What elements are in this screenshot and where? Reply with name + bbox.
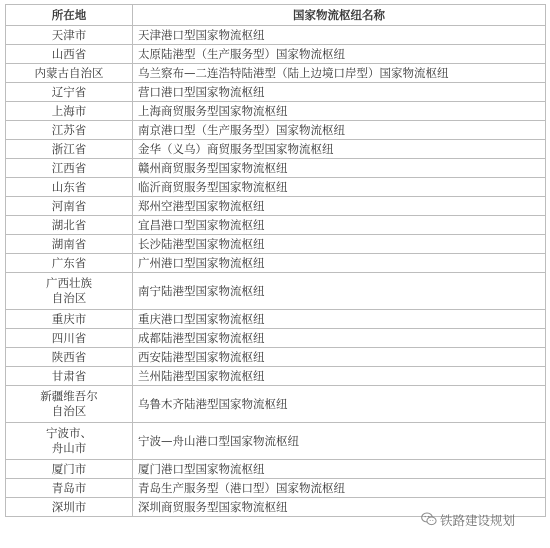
logistics-hub-table: [5, 4, 546, 517]
location-cell: 四川省: [6, 329, 133, 348]
table-row: [6, 197, 546, 216]
table-row: [6, 235, 546, 254]
hub-name-cell: 南京港口型（生产服务型）国家物流枢纽: [133, 121, 546, 140]
location-cell: 重庆市: [6, 310, 133, 329]
hub-name-cell: 长沙陆港型国家物流枢纽: [133, 235, 546, 254]
hub-name-cell: 宁波—舟山港口型国家物流枢纽: [133, 423, 546, 460]
hub-name-cell: 重庆港口型国家物流枢纽: [133, 310, 546, 329]
table-row: [6, 273, 546, 310]
location-cell: 河南省: [6, 197, 133, 216]
hub-name-cell: 太原陆港型（生产服务型）国家物流枢纽: [133, 45, 546, 64]
table-row: [6, 329, 546, 348]
location-cell: 江苏省: [6, 121, 133, 140]
location-cell: 厦门市: [6, 460, 133, 479]
location-cell: 湖南省: [6, 235, 133, 254]
table-row: [6, 348, 546, 367]
hub-name-cell: 宜昌港口型国家物流枢纽: [133, 216, 546, 235]
watermark: [421, 511, 515, 529]
location-cell: 内蒙古自治区: [6, 64, 133, 83]
location-cell: 天津市: [6, 26, 133, 45]
location-cell: 深圳市: [6, 498, 133, 517]
table-header-row: [6, 5, 546, 26]
hub-name-cell: 临沂商贸服务型国家物流枢纽: [133, 178, 546, 197]
hub-name-cell: 成都陆港型国家物流枢纽: [133, 329, 546, 348]
hub-name-cell: 青岛生产服务型（港口型）国家物流枢纽: [133, 479, 546, 498]
hub-name-cell: 金华（义乌）商贸服务型国家物流枢纽: [133, 140, 546, 159]
location-cell: 青岛市: [6, 479, 133, 498]
table-row: [6, 310, 546, 329]
location-cell: 上海市: [6, 102, 133, 121]
table-row: [6, 159, 546, 178]
location-cell: 山东省: [6, 178, 133, 197]
header-hub-name: 国家物流枢纽名称: [133, 5, 546, 26]
table-row: [6, 423, 546, 460]
location-cell: 广东省: [6, 254, 133, 273]
table-row: [6, 178, 546, 197]
hub-name-cell: 乌鲁木齐陆港型国家物流枢纽: [133, 386, 546, 423]
hub-name-cell: 赣州商贸服务型国家物流枢纽: [133, 159, 546, 178]
table-row: [6, 216, 546, 235]
table-row: [6, 460, 546, 479]
location-cell: 江西省: [6, 159, 133, 178]
hub-name-cell: 兰州陆港型国家物流枢纽: [133, 367, 546, 386]
location-cell: 宁波市、 舟山市: [6, 423, 133, 460]
wechat-icon: [421, 512, 437, 529]
hub-name-cell: 厦门港口型国家物流枢纽: [133, 460, 546, 479]
table-row: [6, 140, 546, 159]
location-cell: 浙江省: [6, 140, 133, 159]
hub-name-cell: 乌兰察布—二连浩特陆港型（陆上边境口岸型）国家物流枢纽: [133, 64, 546, 83]
table-row: [6, 26, 546, 45]
hub-name-cell: 天津港口型国家物流枢纽: [133, 26, 546, 45]
location-cell: 广西壮族 自治区: [6, 273, 133, 310]
table-row: [6, 386, 546, 423]
location-cell: 辽宁省: [6, 83, 133, 102]
table-row: [6, 102, 546, 121]
table-row: [6, 254, 546, 273]
table-row: [6, 121, 546, 140]
header-location: 所在地: [6, 5, 133, 26]
table-row: [6, 64, 546, 83]
watermark-text: 铁路建设规划: [440, 513, 516, 528]
hub-name-cell: 西安陆港型国家物流枢纽: [133, 348, 546, 367]
hub-name-cell: 上海商贸服务型国家物流枢纽: [133, 102, 546, 121]
hub-name-cell: 广州港口型国家物流枢纽: [133, 254, 546, 273]
location-cell: 山西省: [6, 45, 133, 64]
table-row: [6, 479, 546, 498]
location-cell: 甘肃省: [6, 367, 133, 386]
table-row: [6, 367, 546, 386]
location-cell: 新疆维吾尔 自治区: [6, 386, 133, 423]
hub-name-cell: 营口港口型国家物流枢纽: [133, 83, 546, 102]
table-row: [6, 45, 546, 64]
hub-name-cell: 深圳商贸服务型国家物流枢纽: [133, 498, 546, 517]
location-cell: 陕西省: [6, 348, 133, 367]
hub-name-cell: 郑州空港型国家物流枢纽: [133, 197, 546, 216]
hub-name-cell: 南宁陆港型国家物流枢纽: [133, 273, 546, 310]
location-cell: 湖北省: [6, 216, 133, 235]
table-row: [6, 83, 546, 102]
